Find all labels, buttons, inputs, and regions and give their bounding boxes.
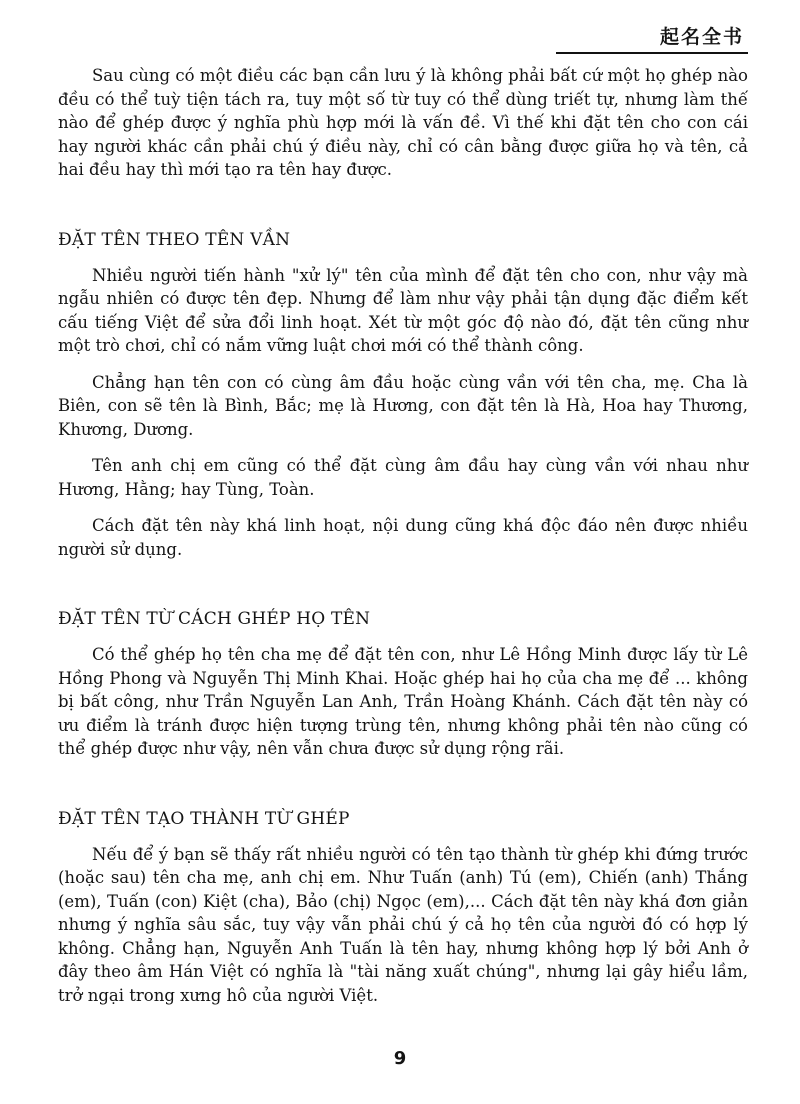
body-paragraph: Nhiều người tiến hành "xử lý" tên của mình để đặt tên cho con, như vậy mà ngẫu nhiên có được tên đẹp. Nhưng để làm như vậy phải tận dụng đặc điểm kết cấu tiếng Việt để sửa đổi linh hoạt. Xét từ một góc độ nào đó, đặt tên cũng như một trò chơi, chỉ có nắm vững luật chơi mới có thể thành công. [58,265,748,355]
body-paragraph: Tên anh chị em cũng có thể đặt cùng âm đầu hay cùng vần với nhau như Hương, Hằng; hay Tùng, Toàn. [58,456,748,499]
section-compound-word-names [58,809,748,1008]
section-heading: ĐẶT TÊN THEO TÊN VẦN [58,229,291,250]
page-number: 9 [393,1048,407,1069]
header-rule [556,52,748,54]
body-paragraph: Cách đặt tên này khá linh hoạt, nội dung cũng khá độc đáo nên được nhiều người sử dụng. [58,516,748,559]
section-combined-names [58,609,748,761]
section-heading: ĐẶT TÊN TỪ CÁCH GHÉP HỌ TÊN [58,609,371,629]
body-paragraph: Chẳng hạn tên con có cùng âm đầu hoặc cùng vần với tên cha, mẹ. Cha là Biên, con sẽ tên là Bình, Bắc; mẹ là Hương, con đặt tên là Hà, Hoa hay Thương, Khương, Dương. [58,372,748,439]
body-paragraph: Có thể ghép họ tên cha mẹ để đặt tên con, như Lê Hồng Minh được lấy từ Lê Hồng Phong và Nguyễn Thị Minh Khai. Hoặc ghép hai họ của cha mẹ để ... không bị bất công, như Trần Nguyễn Lan Anh, Trần Hoàng Khánh. Cách đặt tên này có ưu điểm là tránh được hiện tượng trùng tên, nhưng không phải tên nào cũng có thể ghép được như vậy, nên vẫn chưa được sử dụng rộng rãi. [58,645,748,758]
running-header-title: 起名全书 [659,26,744,48]
section-heading: ĐẶT TÊN TẠO THÀNH TỪ GHÉP [58,808,350,829]
intro-paragraph: Sau cùng có một điều các bạn cần lưu ý là không phải bất cứ một họ ghép nào đều có thể tuỳ tiện tách ra, tuy một số từ tuy có thể dùng triết tự, nhưng làm thế nào để ghép được ý nghĩa phù hợp mới là vấn đề. Vì thế khi đặt tên cho con cái hay người khác cần phải chú ý điều này, chỉ có cân bằng được giữa họ và tên, cả hai đều hay thì mới tạo ra tên hay được. [58,66,748,179]
section-rhyme-names [58,230,748,562]
body-paragraph: Nếu để ý bạn sẽ thấy rất nhiều người có tên tạo thành từ ghép khi đứng trước (hoặc sau) tên cha mẹ, anh chị em. Như Tuấn (anh) Tú (em), Chiến (anh) Thắng (em), Tuấn (con) Kiệt (cha), Bảo (chị) Ngọc (em),... Cách đặt tên này khá đơn giản nhưng ý nghĩa sâu sắc, tuy vậy vẫn phải chú ý cả họ tên của người đó có hợp lý không. Chẳng hạn, Nguyễn Anh Tuấn là tên hay, nhưng không hợp lý bởi Anh ở đây theo âm Hán Việt có nghĩa là "tài năng xuất chúng", nhưng lại gây hiểu lầm, trở ngại trong xưng hô của người Việt. [58,844,748,1005]
page-body [58,64,748,1020]
